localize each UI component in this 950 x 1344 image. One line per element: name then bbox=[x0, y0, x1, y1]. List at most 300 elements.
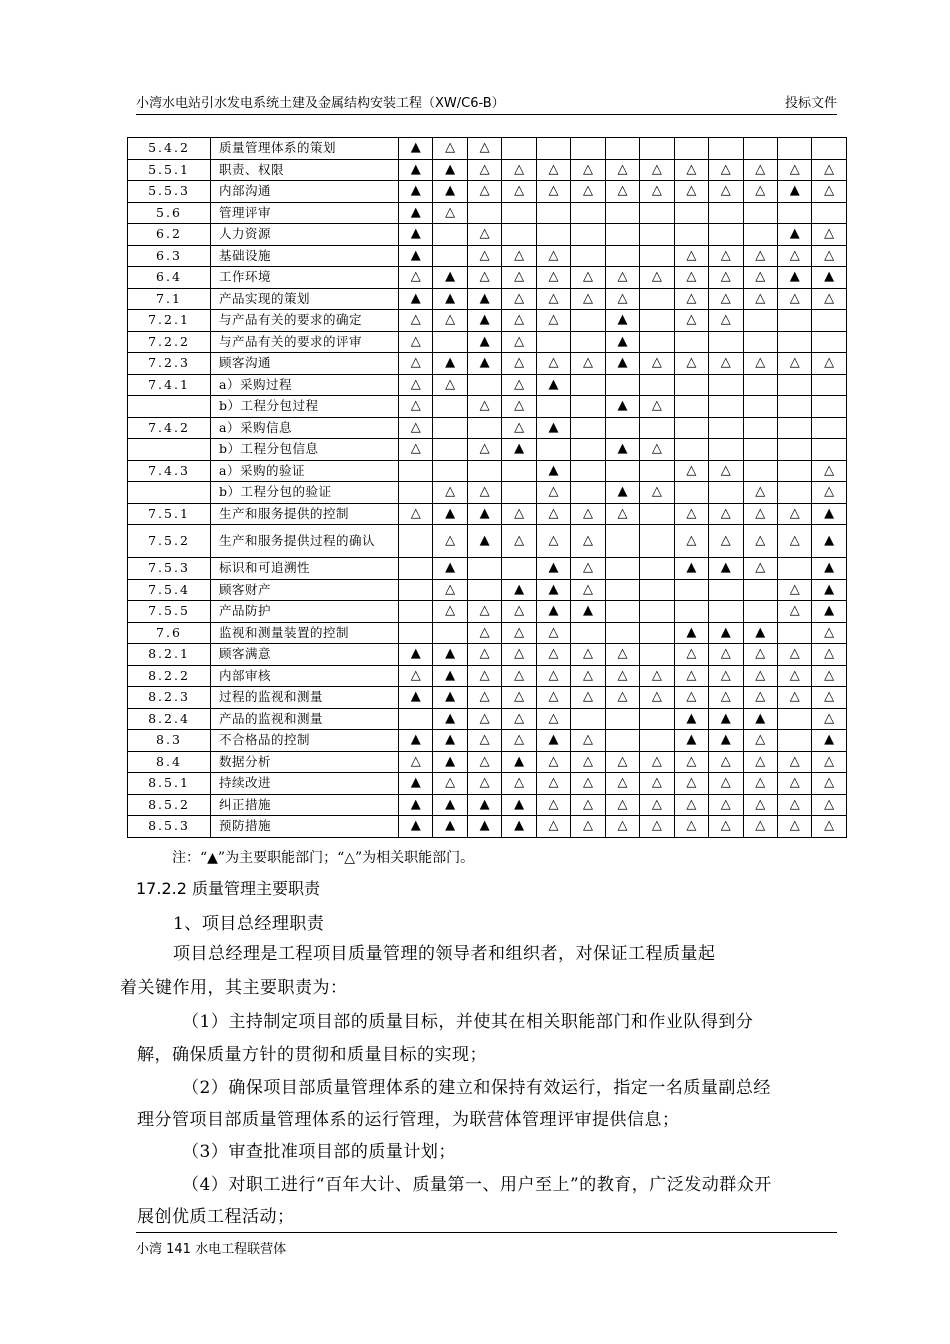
responsibility-mark: ▲ bbox=[399, 730, 433, 752]
clause-code: 7.4.1 bbox=[128, 374, 211, 396]
responsibility-mark: ▲ bbox=[812, 730, 846, 752]
responsibility-mark: ▲ bbox=[536, 601, 570, 623]
responsibility-mark: △ bbox=[571, 730, 605, 752]
responsibility-mark: △ bbox=[399, 439, 433, 461]
clause-name: 产品防护 bbox=[211, 601, 399, 623]
responsibility-mark: △ bbox=[709, 310, 743, 332]
responsibility-mark: △ bbox=[674, 353, 708, 375]
responsibility-mark bbox=[709, 482, 743, 504]
responsibility-mark bbox=[536, 396, 570, 418]
responsibility-mark: ▲ bbox=[433, 181, 467, 203]
responsibility-mark bbox=[640, 202, 674, 224]
responsibility-mark: △ bbox=[502, 644, 536, 666]
responsibility-mark: △ bbox=[674, 460, 708, 482]
responsibility-mark: ▲ bbox=[777, 267, 811, 289]
clause-code: 8.5.1 bbox=[128, 773, 211, 795]
responsibility-mark: ▲ bbox=[433, 708, 467, 730]
responsibility-mark bbox=[812, 439, 846, 461]
responsibility-mark: △ bbox=[502, 525, 536, 558]
responsibility-mark: △ bbox=[709, 794, 743, 816]
responsibility-mark: △ bbox=[536, 794, 570, 816]
responsibility-mark bbox=[743, 331, 777, 353]
responsibility-mark: △ bbox=[502, 503, 536, 525]
responsibility-mark: △ bbox=[640, 794, 674, 816]
responsibility-mark: △ bbox=[640, 439, 674, 461]
responsibility-mark: ▲ bbox=[399, 245, 433, 267]
responsibility-mark: ▲ bbox=[467, 525, 501, 558]
clause-code: 6.2 bbox=[128, 224, 211, 246]
duty-item-2: （2）确保项目部质量管理体系的建立和保持有效运行，指定一名质量副总经 bbox=[182, 1078, 771, 1098]
responsibility-mark: △ bbox=[812, 751, 846, 773]
clause-code: 7.5.1 bbox=[128, 503, 211, 525]
clause-name: b）工程分包的验证 bbox=[211, 482, 399, 504]
clause-code: 7.2.3 bbox=[128, 353, 211, 375]
responsibility-mark: △ bbox=[467, 439, 501, 461]
responsibility-mark bbox=[812, 138, 846, 160]
responsibility-mark: △ bbox=[674, 267, 708, 289]
responsibility-mark bbox=[467, 579, 501, 601]
responsibility-mark: △ bbox=[467, 159, 501, 181]
responsibility-mark: △ bbox=[709, 353, 743, 375]
responsibility-mark: △ bbox=[777, 773, 811, 795]
table-row bbox=[128, 482, 847, 504]
responsibility-mark bbox=[709, 417, 743, 439]
responsibility-mark bbox=[571, 439, 605, 461]
responsibility-mark: △ bbox=[674, 751, 708, 773]
clause-name: 职责、权限 bbox=[211, 159, 399, 181]
responsibility-mark: △ bbox=[777, 644, 811, 666]
responsibility-mark: △ bbox=[571, 816, 605, 838]
responsibility-mark: ▲ bbox=[399, 202, 433, 224]
responsibility-mark bbox=[605, 417, 639, 439]
clause-code: 8.2.4 bbox=[128, 708, 211, 730]
clause-code: 7.6 bbox=[128, 622, 211, 644]
clause-name: a）采购信息 bbox=[211, 417, 399, 439]
responsibility-mark bbox=[433, 245, 467, 267]
responsibility-mark bbox=[433, 224, 467, 246]
responsibility-mark: ▲ bbox=[709, 622, 743, 644]
responsibility-mark: ▲ bbox=[536, 579, 570, 601]
responsibility-mark: △ bbox=[433, 138, 467, 160]
responsibility-mark bbox=[571, 202, 605, 224]
responsibility-mark: △ bbox=[709, 181, 743, 203]
responsibility-mark bbox=[812, 202, 846, 224]
responsibility-mark: △ bbox=[399, 417, 433, 439]
responsibility-mark: ▲ bbox=[467, 816, 501, 838]
responsibility-mark: △ bbox=[743, 773, 777, 795]
responsibility-mark bbox=[743, 224, 777, 246]
duty-item-3: （3）审查批准项目部的质量计划； bbox=[182, 1142, 456, 1162]
responsibility-mark: △ bbox=[467, 224, 501, 246]
responsibility-mark: △ bbox=[433, 202, 467, 224]
responsibility-mark: △ bbox=[502, 708, 536, 730]
responsibility-mark: △ bbox=[812, 644, 846, 666]
responsibility-mark bbox=[605, 601, 639, 623]
responsibility-mark bbox=[640, 558, 674, 580]
responsibility-mark bbox=[640, 644, 674, 666]
responsibility-mark: △ bbox=[571, 644, 605, 666]
responsibility-mark: △ bbox=[812, 708, 846, 730]
clause-name: 顾客满意 bbox=[211, 644, 399, 666]
responsibility-mark: ▲ bbox=[433, 794, 467, 816]
clause-name: 工作环境 bbox=[211, 267, 399, 289]
responsibility-mark bbox=[812, 396, 846, 418]
clause-code: 8.2.2 bbox=[128, 665, 211, 687]
responsibility-mark bbox=[674, 439, 708, 461]
responsibility-mark bbox=[743, 579, 777, 601]
responsibility-mark: △ bbox=[502, 181, 536, 203]
responsibility-mark: ▲ bbox=[502, 439, 536, 461]
responsibility-mark: △ bbox=[399, 665, 433, 687]
responsibility-mark bbox=[605, 579, 639, 601]
responsibility-mark: △ bbox=[467, 730, 501, 752]
responsibility-mark: △ bbox=[640, 482, 674, 504]
responsibility-mark: △ bbox=[709, 687, 743, 709]
clause-name: 产品实现的策划 bbox=[211, 288, 399, 310]
responsibility-mark: △ bbox=[709, 525, 743, 558]
responsibility-mark: △ bbox=[743, 525, 777, 558]
responsibility-mark bbox=[399, 601, 433, 623]
clause-name: 持续改进 bbox=[211, 773, 399, 795]
responsibility-mark: △ bbox=[777, 579, 811, 601]
table-row bbox=[128, 460, 847, 482]
responsibility-mark: △ bbox=[605, 644, 639, 666]
responsibility-mark: ▲ bbox=[536, 374, 570, 396]
responsibility-mark: △ bbox=[743, 353, 777, 375]
responsibility-mark: △ bbox=[536, 159, 570, 181]
responsibility-mark: ▲ bbox=[467, 503, 501, 525]
clause-name: 内部沟通 bbox=[211, 181, 399, 203]
responsibility-mark: △ bbox=[674, 794, 708, 816]
responsibility-mark bbox=[743, 460, 777, 482]
responsibility-mark bbox=[640, 525, 674, 558]
responsibility-mark bbox=[605, 138, 639, 160]
table-row bbox=[128, 708, 847, 730]
table-row bbox=[128, 579, 847, 601]
responsibility-mark: △ bbox=[812, 224, 846, 246]
responsibility-mark bbox=[502, 202, 536, 224]
responsibility-mark: ▲ bbox=[399, 644, 433, 666]
responsibility-mark: △ bbox=[812, 665, 846, 687]
responsibility-mark: ▲ bbox=[433, 644, 467, 666]
matrix-legend-note: 注：“▲”为主要职能部门；“△”为相关职能部门。 bbox=[172, 850, 475, 866]
responsibility-mark: ▲ bbox=[605, 439, 639, 461]
responsibility-mark bbox=[605, 374, 639, 396]
responsibility-mark bbox=[467, 460, 501, 482]
responsibility-mark: △ bbox=[709, 816, 743, 838]
responsibility-mark bbox=[571, 417, 605, 439]
responsibility-mark: △ bbox=[812, 353, 846, 375]
responsibility-mark: △ bbox=[674, 159, 708, 181]
responsibility-mark bbox=[674, 138, 708, 160]
responsibility-mark: △ bbox=[467, 181, 501, 203]
responsibility-mark: △ bbox=[640, 353, 674, 375]
responsibility-mark: ▲ bbox=[709, 730, 743, 752]
responsibility-mark: △ bbox=[502, 331, 536, 353]
responsibility-mark bbox=[502, 224, 536, 246]
responsibility-mark: △ bbox=[571, 751, 605, 773]
duty-item-4: （4）对职工进行“百年大计、质量第一、用户至上”的教育，广泛发动群众开 bbox=[182, 1175, 772, 1195]
responsibility-mark bbox=[399, 482, 433, 504]
responsibility-mark: △ bbox=[743, 503, 777, 525]
responsibility-mark bbox=[777, 622, 811, 644]
header-rule bbox=[136, 114, 837, 115]
responsibility-mark bbox=[571, 622, 605, 644]
responsibility-mark: △ bbox=[812, 288, 846, 310]
responsibility-mark: △ bbox=[605, 687, 639, 709]
table-row bbox=[128, 267, 847, 289]
responsibility-mark: ▲ bbox=[433, 288, 467, 310]
responsibility-mark bbox=[571, 138, 605, 160]
responsibility-mark: ▲ bbox=[433, 267, 467, 289]
responsibility-mark bbox=[571, 331, 605, 353]
responsibility-mark: ▲ bbox=[605, 310, 639, 332]
responsibility-mark: △ bbox=[709, 644, 743, 666]
clause-code: 7.1 bbox=[128, 288, 211, 310]
responsibility-mark bbox=[743, 601, 777, 623]
responsibility-mark bbox=[743, 374, 777, 396]
responsibility-mark: ▲ bbox=[502, 794, 536, 816]
responsibility-mark: △ bbox=[605, 665, 639, 687]
responsibility-mark: △ bbox=[536, 482, 570, 504]
table-row bbox=[128, 288, 847, 310]
responsibility-mark: △ bbox=[536, 665, 570, 687]
clause-code: 8.3 bbox=[128, 730, 211, 752]
responsibility-mark bbox=[777, 138, 811, 160]
responsibility-mark bbox=[777, 202, 811, 224]
table-row bbox=[128, 622, 847, 644]
responsibility-mark: △ bbox=[571, 525, 605, 558]
responsibility-mark: △ bbox=[536, 267, 570, 289]
table-row bbox=[128, 181, 847, 203]
responsibility-mark: △ bbox=[743, 730, 777, 752]
clause-code: 7.5.4 bbox=[128, 579, 211, 601]
clause-name: a）采购的验证 bbox=[211, 460, 399, 482]
clause-name: 不合格品的控制 bbox=[211, 730, 399, 752]
responsibility-mark: △ bbox=[536, 245, 570, 267]
clause-code: 8.2.1 bbox=[128, 644, 211, 666]
responsibility-mark: ▲ bbox=[536, 417, 570, 439]
responsibility-mark bbox=[640, 245, 674, 267]
table-row bbox=[128, 687, 847, 709]
responsibility-mark: △ bbox=[640, 687, 674, 709]
responsibility-mark bbox=[640, 622, 674, 644]
responsibility-mark bbox=[709, 138, 743, 160]
table-row bbox=[128, 751, 847, 773]
responsibility-mark bbox=[467, 417, 501, 439]
responsibility-mark bbox=[433, 396, 467, 418]
responsibility-mark: △ bbox=[812, 159, 846, 181]
clause-code: 6.4 bbox=[128, 267, 211, 289]
clause-name: 管理评审 bbox=[211, 202, 399, 224]
responsibility-mark: △ bbox=[605, 816, 639, 838]
responsibility-mark bbox=[640, 579, 674, 601]
responsibility-mark bbox=[777, 730, 811, 752]
responsibility-mark: ▲ bbox=[536, 558, 570, 580]
subheading-general-manager: 1、项目总经理职责 bbox=[173, 914, 325, 934]
table-row bbox=[128, 310, 847, 332]
responsibility-mark: △ bbox=[605, 503, 639, 525]
responsibility-mark: ▲ bbox=[399, 181, 433, 203]
responsibility-mark: ▲ bbox=[502, 751, 536, 773]
responsibility-mark: △ bbox=[502, 245, 536, 267]
responsibility-mark: △ bbox=[709, 460, 743, 482]
responsibility-mark bbox=[743, 138, 777, 160]
responsibility-mark bbox=[674, 482, 708, 504]
responsibility-mark bbox=[536, 138, 570, 160]
responsibility-mark: △ bbox=[812, 482, 846, 504]
responsibility-mark: △ bbox=[605, 773, 639, 795]
responsibility-mark bbox=[571, 460, 605, 482]
responsibility-mark: △ bbox=[399, 503, 433, 525]
responsibility-mark: ▲ bbox=[433, 687, 467, 709]
clause-name: 内部审核 bbox=[211, 665, 399, 687]
responsibility-mark bbox=[812, 310, 846, 332]
responsibility-mark: △ bbox=[640, 665, 674, 687]
responsibility-mark: △ bbox=[709, 288, 743, 310]
responsibility-mark: ▲ bbox=[605, 482, 639, 504]
responsibility-mark: △ bbox=[502, 353, 536, 375]
table-row bbox=[128, 525, 847, 558]
responsibility-mark: ▲ bbox=[674, 730, 708, 752]
responsibility-mark bbox=[605, 224, 639, 246]
responsibility-mark bbox=[536, 224, 570, 246]
responsibility-mark bbox=[743, 439, 777, 461]
clause-code: 8.2.3 bbox=[128, 687, 211, 709]
responsibility-mark bbox=[812, 331, 846, 353]
responsibility-mark: △ bbox=[502, 773, 536, 795]
table-row bbox=[128, 730, 847, 752]
responsibility-mark bbox=[640, 288, 674, 310]
table-row bbox=[128, 331, 847, 353]
table-row bbox=[128, 138, 847, 160]
responsibility-mark: △ bbox=[605, 159, 639, 181]
responsibility-mark: ▲ bbox=[399, 794, 433, 816]
responsibility-mark: ▲ bbox=[433, 558, 467, 580]
responsibility-mark bbox=[743, 202, 777, 224]
responsibility-mark bbox=[467, 558, 501, 580]
responsibility-mark: △ bbox=[399, 396, 433, 418]
responsibility-matrix bbox=[127, 137, 847, 838]
responsibility-mark: △ bbox=[674, 687, 708, 709]
clause-name: 人力资源 bbox=[211, 224, 399, 246]
duty-item-1: （1）主持制定项目部的质量目标，并使其在相关职能部门和作业队得到分 bbox=[182, 1012, 754, 1032]
responsibility-mark: △ bbox=[674, 245, 708, 267]
responsibility-mark: △ bbox=[743, 288, 777, 310]
table-row bbox=[128, 396, 847, 418]
responsibility-mark: ▲ bbox=[812, 525, 846, 558]
responsibility-mark bbox=[467, 202, 501, 224]
responsibility-mark: △ bbox=[571, 687, 605, 709]
responsibility-mark bbox=[399, 579, 433, 601]
responsibility-mark bbox=[640, 730, 674, 752]
responsibility-mark: △ bbox=[812, 794, 846, 816]
responsibility-mark: △ bbox=[536, 525, 570, 558]
clause-code: 7.4.3 bbox=[128, 460, 211, 482]
responsibility-mark: ▲ bbox=[605, 331, 639, 353]
responsibility-mark: △ bbox=[536, 708, 570, 730]
responsibility-mark: △ bbox=[777, 288, 811, 310]
responsibility-mark: △ bbox=[777, 751, 811, 773]
responsibility-mark: △ bbox=[467, 396, 501, 418]
responsibility-mark: ▲ bbox=[777, 224, 811, 246]
responsibility-mark: ▲ bbox=[709, 558, 743, 580]
responsibility-mark: △ bbox=[743, 751, 777, 773]
responsibility-mark: ▲ bbox=[433, 751, 467, 773]
responsibility-mark bbox=[571, 396, 605, 418]
responsibility-mark bbox=[640, 310, 674, 332]
responsibility-mark: △ bbox=[536, 773, 570, 795]
responsibility-mark bbox=[743, 310, 777, 332]
responsibility-mark: △ bbox=[605, 267, 639, 289]
responsibility-mark bbox=[467, 374, 501, 396]
responsibility-mark: △ bbox=[709, 773, 743, 795]
responsibility-mark: △ bbox=[571, 288, 605, 310]
responsibility-mark bbox=[709, 579, 743, 601]
table-row bbox=[128, 159, 847, 181]
responsibility-mark: △ bbox=[467, 708, 501, 730]
responsibility-mark: ▲ bbox=[502, 579, 536, 601]
responsibility-mark: △ bbox=[433, 310, 467, 332]
responsibility-mark: △ bbox=[502, 396, 536, 418]
responsibility-mark: △ bbox=[777, 245, 811, 267]
responsibility-mark bbox=[640, 601, 674, 623]
clause-name: 监视和测量装置的控制 bbox=[211, 622, 399, 644]
responsibility-mark: △ bbox=[743, 687, 777, 709]
clause-name: 产品的监视和测量 bbox=[211, 708, 399, 730]
clause-code: 7.2.2 bbox=[128, 331, 211, 353]
responsibility-mark bbox=[502, 138, 536, 160]
responsibility-mark: △ bbox=[467, 622, 501, 644]
responsibility-mark bbox=[709, 202, 743, 224]
responsibility-mark: △ bbox=[399, 751, 433, 773]
responsibility-mark: △ bbox=[640, 159, 674, 181]
responsibility-mark bbox=[640, 417, 674, 439]
responsibility-mark: ▲ bbox=[743, 622, 777, 644]
responsibility-mark: △ bbox=[467, 773, 501, 795]
responsibility-mark: △ bbox=[674, 288, 708, 310]
responsibility-mark: △ bbox=[536, 816, 570, 838]
responsibility-mark bbox=[605, 460, 639, 482]
responsibility-mark bbox=[777, 558, 811, 580]
clause-name: 纠正措施 bbox=[211, 794, 399, 816]
paragraph-line: 着关键作用，其主要职责为： bbox=[120, 978, 348, 998]
responsibility-mark: △ bbox=[743, 665, 777, 687]
responsibility-mark: ▲ bbox=[674, 622, 708, 644]
responsibility-mark bbox=[605, 730, 639, 752]
responsibility-mark: ▲ bbox=[467, 288, 501, 310]
responsibility-mark: △ bbox=[674, 503, 708, 525]
responsibility-mark bbox=[399, 622, 433, 644]
responsibility-mark: △ bbox=[743, 159, 777, 181]
responsibility-mark: ▲ bbox=[605, 396, 639, 418]
responsibility-mark: △ bbox=[571, 159, 605, 181]
clause-code: 8.5.2 bbox=[128, 794, 211, 816]
clause-code: 8.5.3 bbox=[128, 816, 211, 838]
responsibility-mark: △ bbox=[812, 622, 846, 644]
page-header bbox=[136, 90, 837, 112]
responsibility-mark: ▲ bbox=[571, 601, 605, 623]
responsibility-mark: △ bbox=[571, 794, 605, 816]
responsibility-mark: △ bbox=[433, 525, 467, 558]
responsibility-mark bbox=[640, 138, 674, 160]
clause-name: 生产和服务提供过程的确认 bbox=[211, 525, 399, 558]
responsibility-mark bbox=[777, 460, 811, 482]
responsibility-mark bbox=[433, 331, 467, 353]
responsibility-mark bbox=[502, 460, 536, 482]
responsibility-mark bbox=[812, 417, 846, 439]
responsibility-mark bbox=[777, 396, 811, 418]
